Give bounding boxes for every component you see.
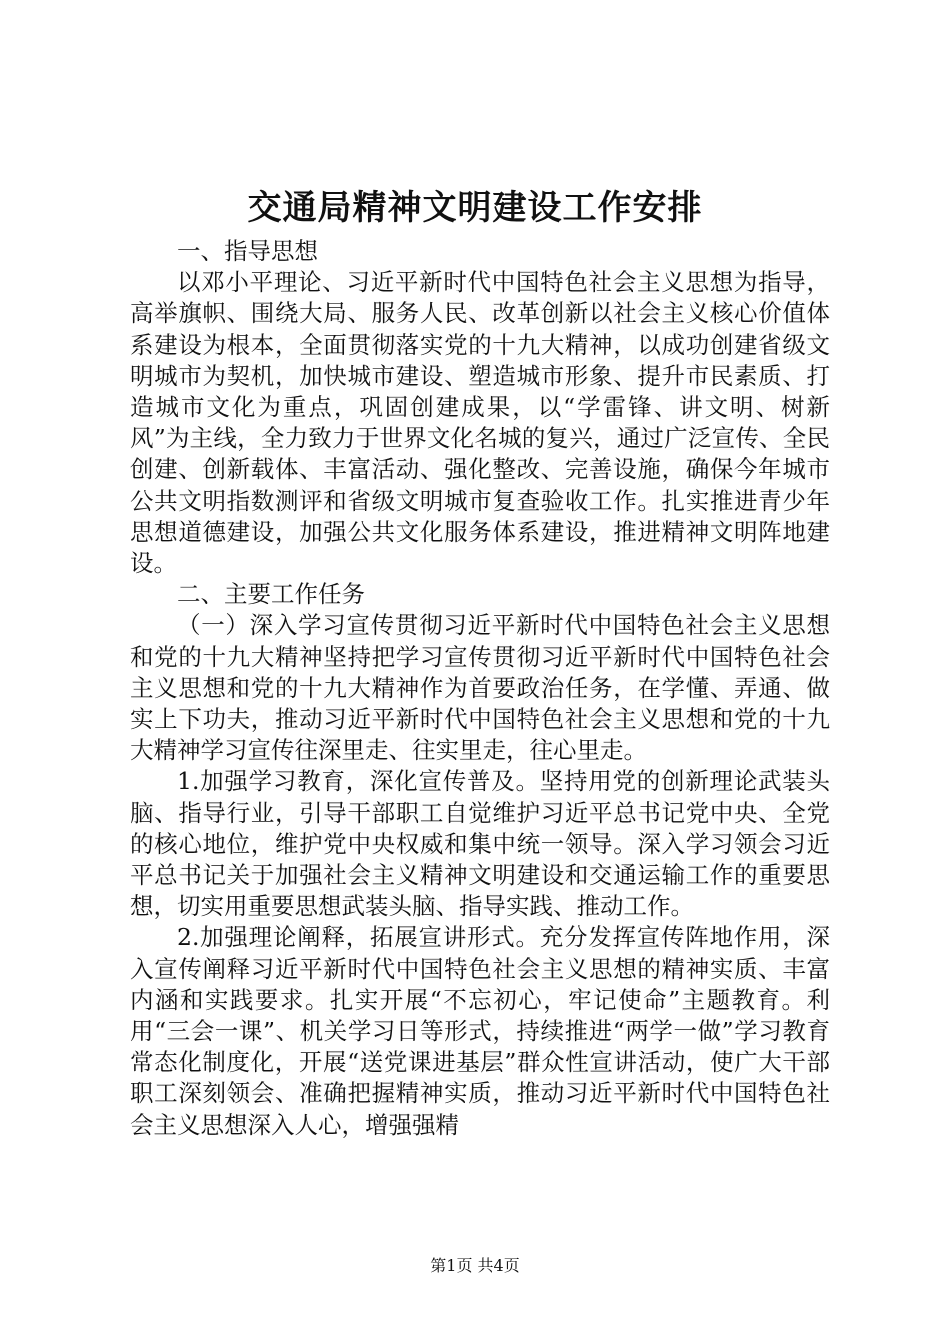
paragraph-task-1-2: 2.加强理论阐释，拓展宣讲形式。充分发挥宣传阵地作用，深入宣传阐释习近平新时代中国特色社会主义思想的精神实质、丰富内涵和实践要求。扎实开展“不忘初心，牢记使命”主题教育。利用“三会一课”、机关学习日等形式，持续推进“两学一做”学习教育常态化制度化，开展“送党课进基层”群众性宣讲活动，使广大干部职工深刻领会、准确把握精神实质，推动习近平新时代中国特色社会主义思想深入人心，增强强精 — [130, 923, 830, 1139]
paragraph-task-1: （一）深入学习宣传贯彻习近平新时代中国特色社会主义思想和党的十九大精神坚持把学习宣传贯彻习近平新时代中国特色社会主义思想和党的十九大精神作为首要政治任务，在学懂、弄通、做实上下功夫，推动习近平新时代中国特色社会主义思想和党的十九大精神学习宣传往深里走、往实里走，往心里走。 — [130, 611, 830, 765]
paragraph-guiding-ideology: 以邓小平理论、习近平新时代中国特色社会主义思想为指导，高举旗帜、围绕大局、服务人民、改革创新以社会主义核心价值体系建设为根本，全面贯彻落实党的十九大精神，以成功创建省级文明城市为契机，加快城市建设、塑造城市形象、提升市民素质、打造城市文化为重点，巩固创建成果，以“学雷锋、讲文明、树新风”为主线，全力致力于世界文化名城的复兴，通过广泛宣传、全民创建、创新载体、丰富活动、强化整改、完善设施，确保今年城市公共文明指数测评和省级文明城市复查验收工作。扎实推进青少年思想道德建设，加强公共文化服务体系建设，推进精神文明阵地建设。 — [130, 268, 830, 578]
paragraph-task-1-1: 1.加强学习教育，深化宣传普及。坚持用党的创新理论武装头脑、指导行业，引导干部职工自觉维护习近平总书记党中央、全党的核心地位，维护党中央权威和集中统一领导。深入学习领会习近平总书记关于加强社会主义精神文明建设和交通运输工作的重要思想，切实用重要思想武装头脑、指导实践、推动工作。 — [130, 767, 830, 921]
section-heading-guiding-ideology: 一、指导思想 — [177, 237, 318, 265]
page-number-footer: 第1页 共4页 — [430, 1256, 520, 1275]
document-title: 交通局精神文明建设工作安排 — [247, 188, 703, 228]
document-body — [130, 236, 830, 1141]
section-heading-main-tasks: 二、主要工作任务 — [177, 580, 365, 609]
